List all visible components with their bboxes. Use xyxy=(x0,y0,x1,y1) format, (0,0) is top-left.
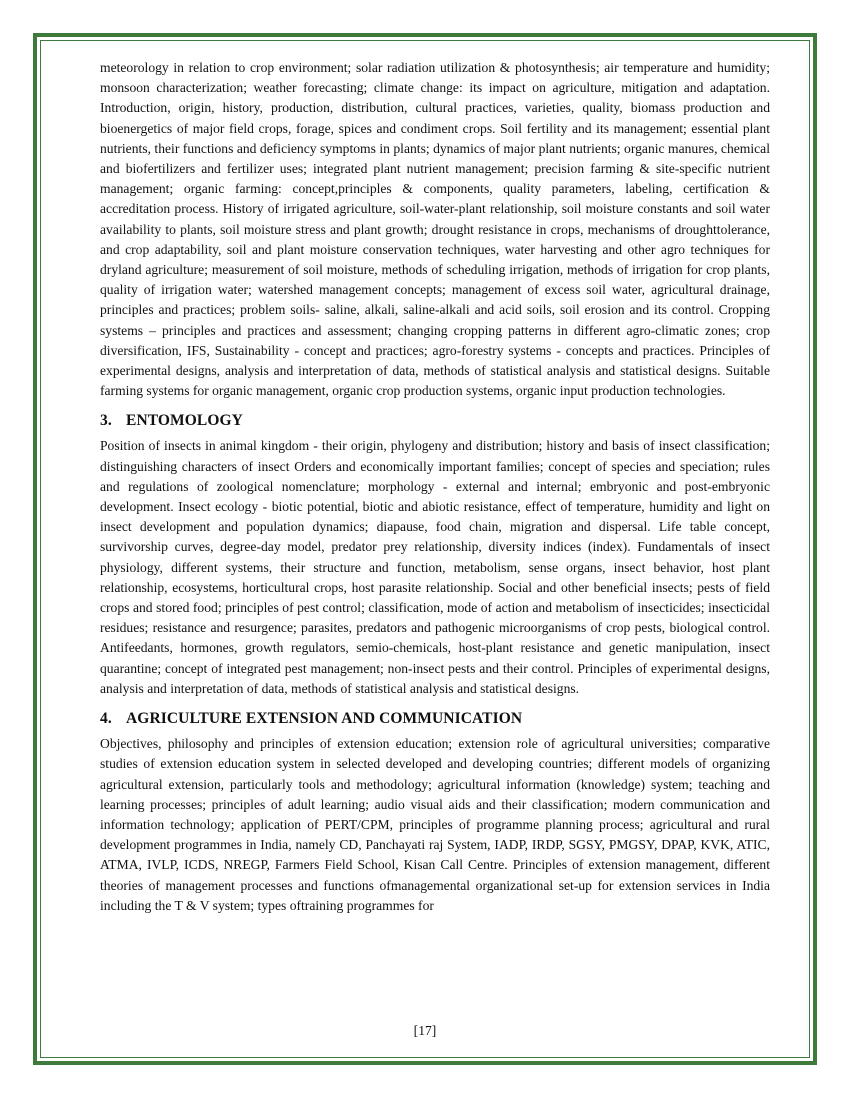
section-4-body: Objectives, philosophy and principles of extension education; extension role of agricultural universities; comparative studies of extension education system in selected developed and developing countries; different models of organizing agricultural extension, particularly tools and methodology; agricultural information (knowledge) system; teaching and learning processes; principles of adult learning; audio visual aids and their classification; modern communication and information technology; application of PERT/CPM, principles of programme planning process; agricultural and rural development programmes in India, namely CD, Panchayati raj System, IADP, IRDP, SGSY, PMGSY, DPAP, KVK, ATIC, ATMA, IVLP, ICDS, NREGP, Farmers Field School, Kisan Call Centre. Principles of extension management, different theories of management processes and functions ofmanagemental organizational set-up for extension services in India including the T & V system; types oftraining programmes for xyxy=(100,736,770,913)
section-3-title: ENTOMOLOGY xyxy=(126,412,243,430)
continued-paragraph: meteorology in relation to crop environment; solar radiation utilization & photosynthesis; air temperature and humidity; monsoon characterization; weather forecasting; climate change: its impact on agriculture, mitigation and adaptation. Introduction, origin, history, production, distribution, cultural practices, varieties, quality, biomass production and bioenergetics of major field crops, forage, spices and condiment crops. Soil fertility and its management; essential plant nutrients, their functions and deficiency symptoms in plants; dynamics of major plant nutrients; organic manures, chemical and biofertilizers and fertilizer uses; integrated plant nutrient management; precision farming & site-specific nutrient management; organic farming: concept,principles & components, quality parameters, labeling, certification & accreditation process. History of irrigated agriculture, soil-water-plant relationship, soil moisture constants and soil water availability to plants, soil moisture stress and plant growth; drought resistance in crops, mechanisms of droughttolerance, and crop adaptability, soil and plant moisture conservation techniques, water harvesting and other agro techniques for dryland agriculture; measurement of soil moisture, methods of scheduling irrigation, methods of irrigation for crop plants, quality of irrigation water; watershed management concepts; management of excess soil water, agricultural drainage, principles and practices; problem soils- saline, alkali, saline-alkali and acid soils, soil erosion and its control. Cropping systems – principles and practices and assessment; changing cropping patterns in different agro-climatic zones; crop diversification, IFS, Sustainability - concept and practices; agro-forestry systems - concepts and practices. Principles of experimental designs, analysis and interpretation of data, methods of statistical analysis and statistical designs. Suitable farming systems for organic management, organic crop production systems, organic input production technologies. xyxy=(100,60,770,399)
section-3-body: Position of insects in animal kingdom - their origin, phylogeny and distribution; history and basis of insect classification; distinguishing characters of insect Orders and economically important families; concept of species and speciation; rules and regulations of zoological nomenclature; morphology - external and internal; embryonic and post-embryonic development. Insect ecology - biotic potential, biotic and abiotic resistance, effect of temperature, humidity and light on insect development and population dynamics; diapause, food chain, migration and dispersal. Life table concept, survivorship curves, degree-day model, predator prey relationship, diversity indices (index). Fundamentals of insect physiology, different systems, their structure and function, metabolism, sense organs, insect behavior, host plant relationship, ecosystems, horticultural crops, host parasite relationship. Social and other beneficial insects; pests of field crops and stored food; principles of pest control; classification, mode of action and metabolism of insecticides; insecticidal residues; resistance and resurgence; parasites, predators and pathogenic microorganisms of crop pests, biological control. Antifeedants, hormones, growth regulators, semio-chemicals, host-plant resistance and genetic manipulation, insect quarantine; concept of integrated pest management; non-insect pests and their control. Principles of experimental designs, analysis and interpretation of data, methods of statistical analysis and statistical designs. xyxy=(100,438,770,696)
section-4-heading xyxy=(100,710,770,728)
section-4-number: 4. xyxy=(100,710,112,728)
page-number: [17] xyxy=(413,1023,437,1038)
section-4-title: AGRICULTURE EXTENSION AND COMMUNICATION xyxy=(126,710,523,728)
section-3-heading xyxy=(100,412,770,430)
section-3-number: 3. xyxy=(100,412,112,430)
page-content xyxy=(100,58,770,916)
